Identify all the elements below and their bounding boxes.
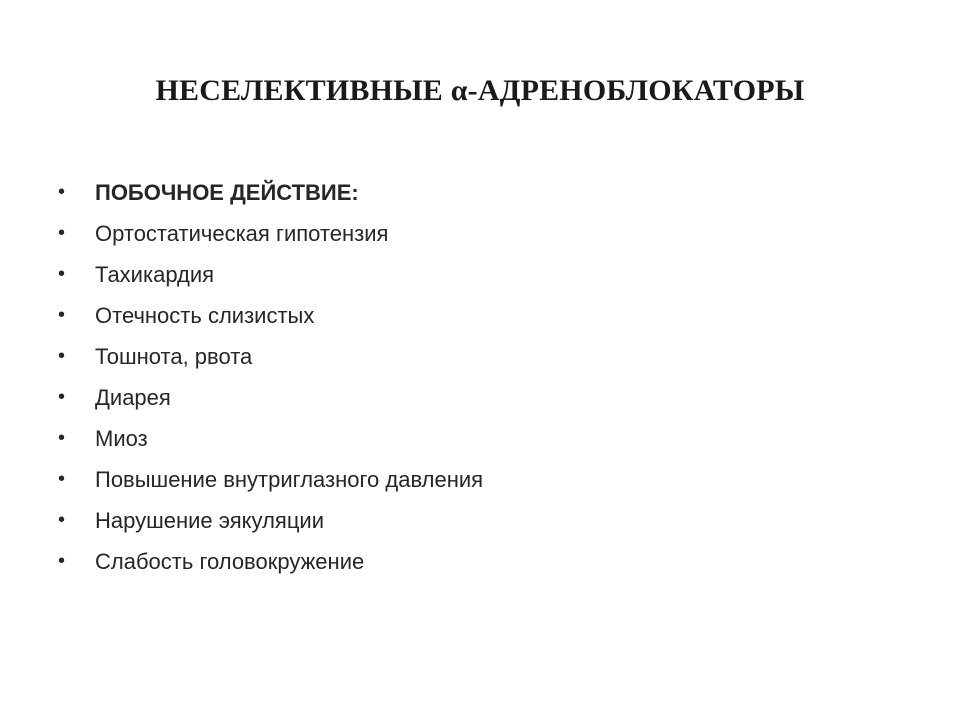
list-item (58, 377, 483, 418)
list-item (58, 295, 483, 336)
side-effects-list (58, 172, 483, 582)
list-item-text: Тошнота, рвота (95, 343, 253, 369)
list-item-text: Миоз (95, 425, 148, 451)
list-item (58, 459, 483, 500)
list-item-text: Диарея (95, 384, 171, 410)
slide-title (0, 74, 960, 108)
bullet-icon: • (58, 181, 66, 203)
bullet-icon: • (58, 386, 66, 408)
bullet-icon: • (58, 345, 66, 367)
list-item-text: Отечность слизистых (95, 302, 315, 328)
list-item (58, 500, 483, 541)
list-item (58, 254, 483, 295)
list-item-text: ПОБОЧНОЕ ДЕЙСТВИЕ: (95, 179, 359, 205)
list-item-text: Слабость головокружение (95, 548, 365, 574)
bullet-icon: • (58, 550, 66, 572)
list-item-text: Тахикардия (95, 261, 215, 287)
list-item (58, 336, 483, 377)
list-item (58, 418, 483, 459)
bullet-icon: • (58, 427, 66, 449)
list-item-text: Ортостатическая гипотензия (95, 220, 389, 246)
bullet-icon: • (58, 304, 66, 326)
bullet-icon: • (58, 263, 66, 285)
list-item-text: Повышение внутриглазного давления (95, 466, 484, 492)
title-prefix: НЕСЕЛЕКТИВНЫЕ (155, 74, 451, 107)
bullet-icon: • (58, 509, 66, 531)
list-item-heading (58, 172, 483, 213)
bullet-icon: • (58, 468, 66, 490)
bullet-icon: • (58, 222, 66, 244)
list-item (58, 541, 483, 582)
list-item-text: Нарушение эякуляции (95, 507, 324, 533)
title-alpha-symbol: α (450, 74, 468, 107)
title-suffix: -АДРЕНОБЛОКАТОРЫ (467, 74, 805, 107)
list-item (58, 213, 483, 254)
